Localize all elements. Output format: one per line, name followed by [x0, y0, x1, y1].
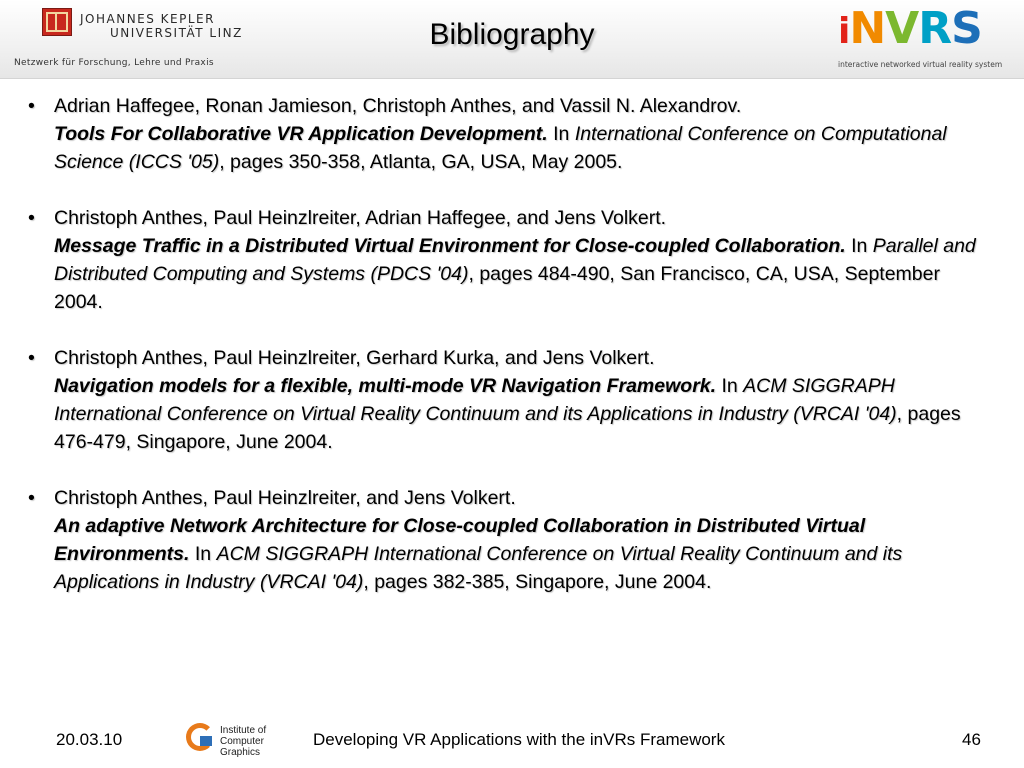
reference-item — [28, 344, 988, 456]
university-name-line1: JOHANNES KEPLER — [80, 12, 215, 26]
bullet: • — [28, 487, 35, 509]
institute-logo-line2: Computer Graphics — [220, 736, 264, 758]
page-number: 46 — [962, 730, 981, 749]
reference-authors: Christoph Anthes, Paul Heinzlreiter, Adrian Haffegee, and Jens Volkert. — [54, 207, 667, 229]
reference-in-word: In — [716, 375, 744, 397]
institute-logo-icon — [186, 723, 214, 751]
reference-authors: Adrian Haffegee, Ronan Jamieson, Christoph Anthes, and Vassil N. Alexandrov. — [54, 95, 742, 117]
institute-logo-line1: Institute of — [220, 725, 267, 736]
bullet: • — [28, 347, 35, 369]
footer-date: 20.03.10 — [56, 730, 123, 749]
reference-item — [28, 92, 988, 176]
reference-venue: ACM SIGGRAPH International Conference on Virtual Reality Continuum and its Applications in Industry (VRCAI '04) — [54, 543, 903, 593]
reference-in-word: In — [547, 123, 575, 145]
reference-details: , pages 350-358, Atlanta, GA, USA, May 2005. — [219, 151, 623, 173]
university-tagline: Netzwerk für Forschung, Lehre und Praxis — [14, 58, 214, 68]
reference-item — [28, 484, 988, 596]
reference-venue: International Conference on Computational Science (ICCS '05) — [54, 123, 947, 173]
reference-item — [28, 204, 988, 316]
reference-details: , pages 382-385, Singapore, June 2004. — [363, 571, 712, 593]
slide-header — [0, 0, 1024, 79]
slide-title: Bibliography — [429, 18, 595, 51]
footer-title: Developing VR Applications with the inVRs Framework — [313, 730, 725, 749]
invrs-logo-subtitle: interactive networked virtual reality system — [838, 60, 1003, 69]
reference-venue: ACM SIGGRAPH International Conference on Virtual Reality Continuum and its Applications in Industry (VRCAI '04) — [54, 375, 897, 425]
reference-details: , pages 476-479, Singapore, June 2004. — [54, 403, 961, 453]
institute-logo — [186, 722, 306, 758]
reference-authors: Christoph Anthes, Paul Heinzlreiter, Gerhard Kurka, and Jens Volkert. — [54, 347, 655, 369]
reference-venue: Parallel and Distributed Computing and Systems (PDCS '04) — [54, 235, 976, 285]
reference-in-word: In — [845, 235, 873, 257]
bullet: • — [28, 95, 35, 117]
invrs-logo: iNVRS — [838, 3, 982, 54]
reference-title: Navigation models for a flexible, multi-mode VR Navigation Framework. — [54, 375, 717, 397]
reference-title: Tools For Collaborative VR Application Development. — [54, 123, 548, 145]
reference-title: Message Traffic in a Distributed Virtual Environment for Close-coupled Collaboration. — [54, 235, 846, 257]
bullet: • — [28, 207, 35, 229]
university-name-line2: UNIVERSITÄT LINZ — [110, 26, 243, 40]
reference-in-word: In — [189, 543, 217, 565]
reference-title: An adaptive Network Architecture for Close-coupled Collaboration in Distributed Virtual Environments. — [54, 515, 866, 565]
institute-logo-text — [220, 725, 306, 758]
reference-authors: Christoph Anthes, Paul Heinzlreiter, and Jens Volkert. — [54, 487, 516, 509]
reference-list — [28, 92, 988, 624]
reference-details: , pages 484-490, San Francisco, CA, USA, September 2004. — [54, 263, 940, 313]
